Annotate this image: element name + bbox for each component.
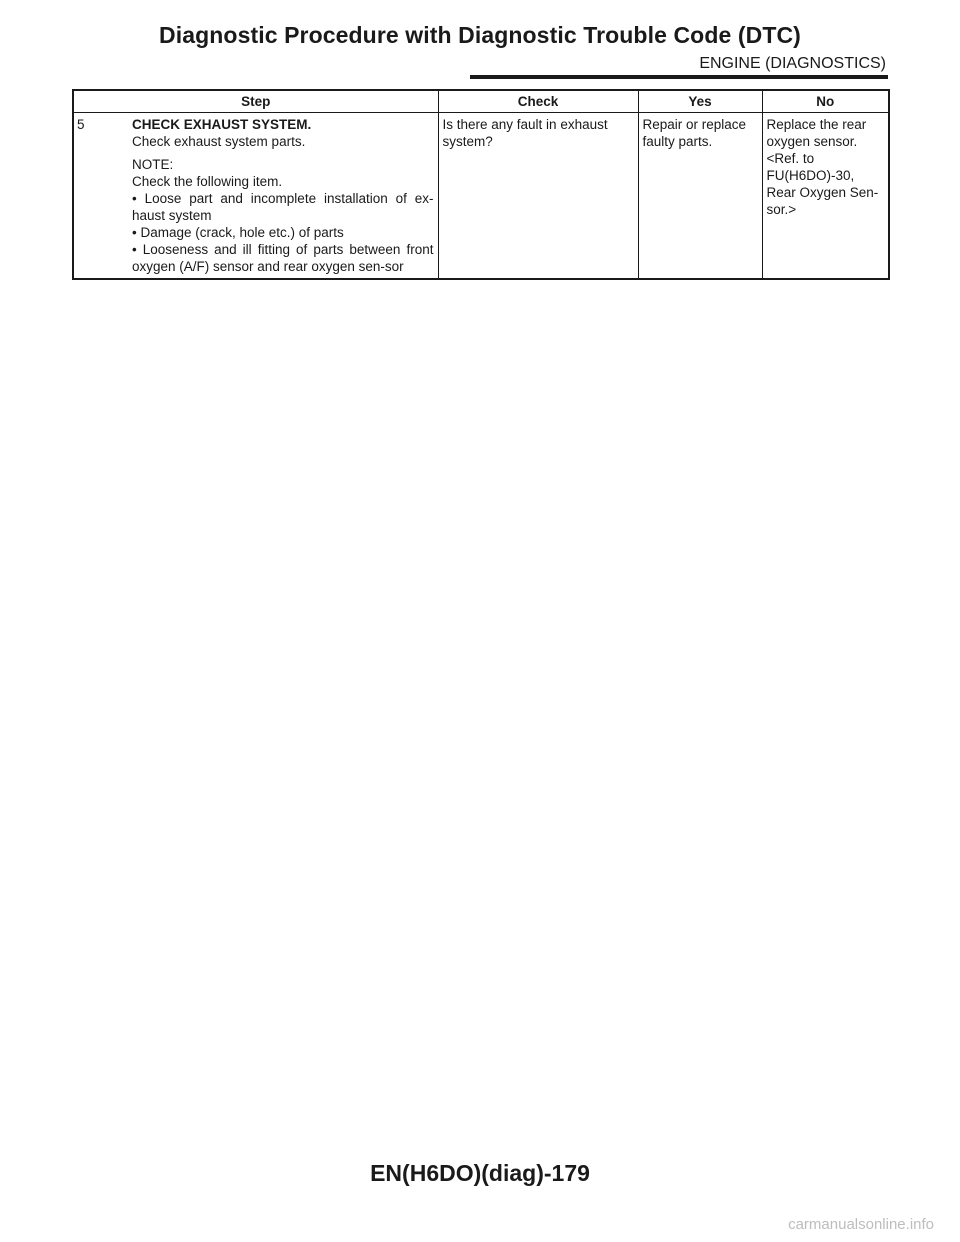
step-title: CHECK EXHAUST SYSTEM.: [132, 117, 312, 132]
diagnostic-procedure-table: [72, 89, 890, 280]
column-header-no: No: [762, 90, 889, 113]
check-cell: Is there any fault in exhaust system?: [438, 113, 638, 280]
note-item: • Looseness and ill fitting of parts between front oxygen (A/F) sensor and rear oxygen sen-sor: [132, 242, 434, 274]
page-code: EN(H6DO)(diag)-179: [370, 1160, 590, 1186]
column-header-step: Step: [73, 90, 438, 113]
watermark: carmanualsonline.info: [788, 1216, 934, 1233]
note-label: NOTE:: [132, 157, 174, 172]
header-rule: [470, 75, 888, 79]
section-title: ENGINE (DIAGNOSTICS): [699, 55, 886, 72]
no-cell: Replace the rear oxygen sensor. <Ref. to FU(H6DO)-30, Rear Oxygen Sen-sor.>: [762, 113, 889, 280]
note-item: • Damage (crack, hole etc.) of parts: [132, 225, 344, 240]
step-number: 5: [77, 117, 85, 132]
yes-cell: Repair or replace faulty parts.: [638, 113, 762, 280]
note-item: • Loose part and incomplete installation of ex-haust system: [132, 191, 434, 223]
step-instruction: Check exhaust system parts.: [132, 134, 306, 149]
page-title: Diagnostic Procedure with Diagnostic Trouble Code (DTC): [159, 22, 801, 48]
note-intro: Check the following item.: [132, 174, 283, 189]
step-cell: [73, 113, 438, 280]
column-header-check: Check: [438, 90, 638, 113]
table-row: [73, 113, 889, 280]
column-header-yes: Yes: [638, 90, 762, 113]
table-header-row: [73, 90, 889, 113]
